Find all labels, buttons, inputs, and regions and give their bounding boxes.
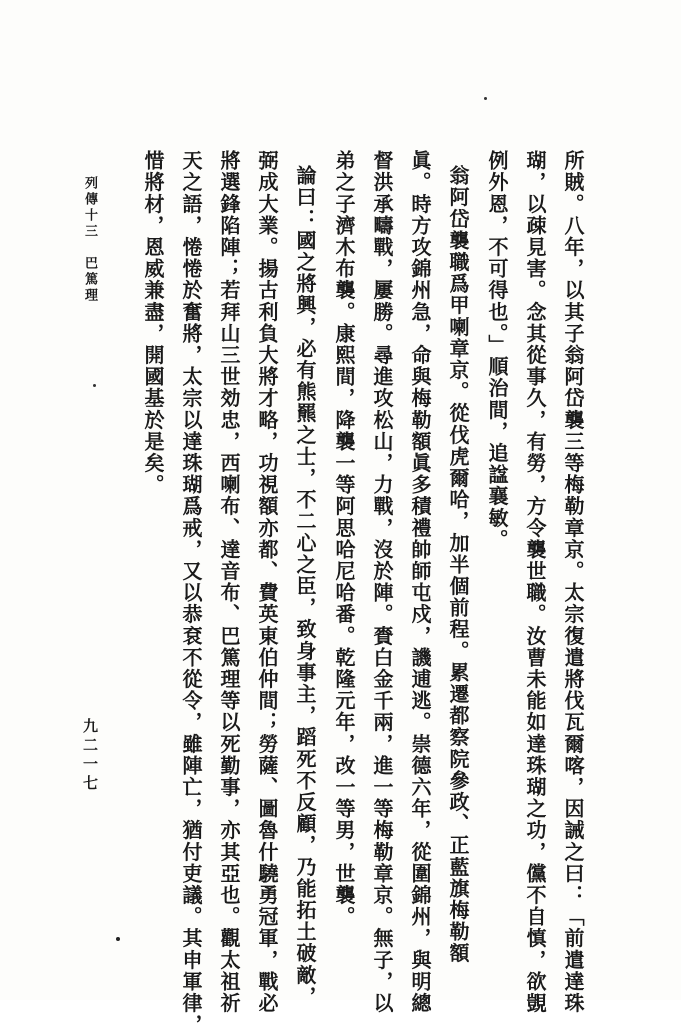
- text-column-10: 將選鋒陷陣；若拜山三世効忠，西喇布、達音布、巴篤理等以死勤事，亦其亞也。觀太祖祈: [217, 150, 241, 1014]
- text-column-4: 翁阿岱襲職爲甲喇章京。從伐虎爾哈，加半個前程。累遷都察院參政、正藍旗梅勒額: [446, 165, 470, 965]
- text-column-1: 所賊。八年，以其子翁阿岱襲三等梅勒章京。太宗復遣將伐瓦爾喀，因誡之曰：「前遣達珠: [561, 150, 585, 1014]
- text-column-9: 弼成大業。揚古利負大將才略，功視額亦都、費英東伯仲間；勞薩、圖魯什驍勇冠軍，戰必: [255, 150, 279, 1014]
- scan-speck: [93, 384, 96, 387]
- text-column-6: 督洪承疇戰，屢勝。尋進攻松山，力戰，沒於陣。賚白金千兩，進一等梅勒章京。無子，以: [370, 150, 394, 1014]
- page-number: 九二一七: [81, 718, 99, 794]
- text-column-2: 瑚，以疎見害。念其從事久，有勞，方令襲世職。汝曹未能如達珠瑚之功，儻不自慎，欲覬: [523, 150, 547, 1014]
- scan-speck: [116, 937, 120, 941]
- text-column-3: 例外恩，不可得也。」順治間，追諡襄敏。: [485, 150, 509, 551]
- scan-speck: [484, 97, 487, 100]
- text-column-12: 惜將材，恩威兼盡，開國基於是矣。: [141, 150, 165, 496]
- text-column-11: 天之語，惓惓於奮將，太宗以達珠瑚爲戒，又以恭袞不從令，雖陣亡，猶付吏議。其申軍律，: [179, 150, 203, 1036]
- text-column-7: 弟之子濟木布襲。康熙間，降襲一等阿思哈尼哈番。乾隆元年，改一等男，世襲。: [332, 150, 356, 928]
- text-column-8: 論曰：國之將興，必有熊羆之士，不二心之臣，致身事主，蹈死不反顧，乃能拓土破敵，: [293, 165, 317, 1008]
- text-column-5: 眞。時方攻錦州急，命與梅勒額眞多積禮帥師屯戍，譏逋逃。崇德六年，從圍錦州，與明總: [408, 150, 432, 1014]
- running-header: 列傳十三 巴篤理: [82, 176, 97, 304]
